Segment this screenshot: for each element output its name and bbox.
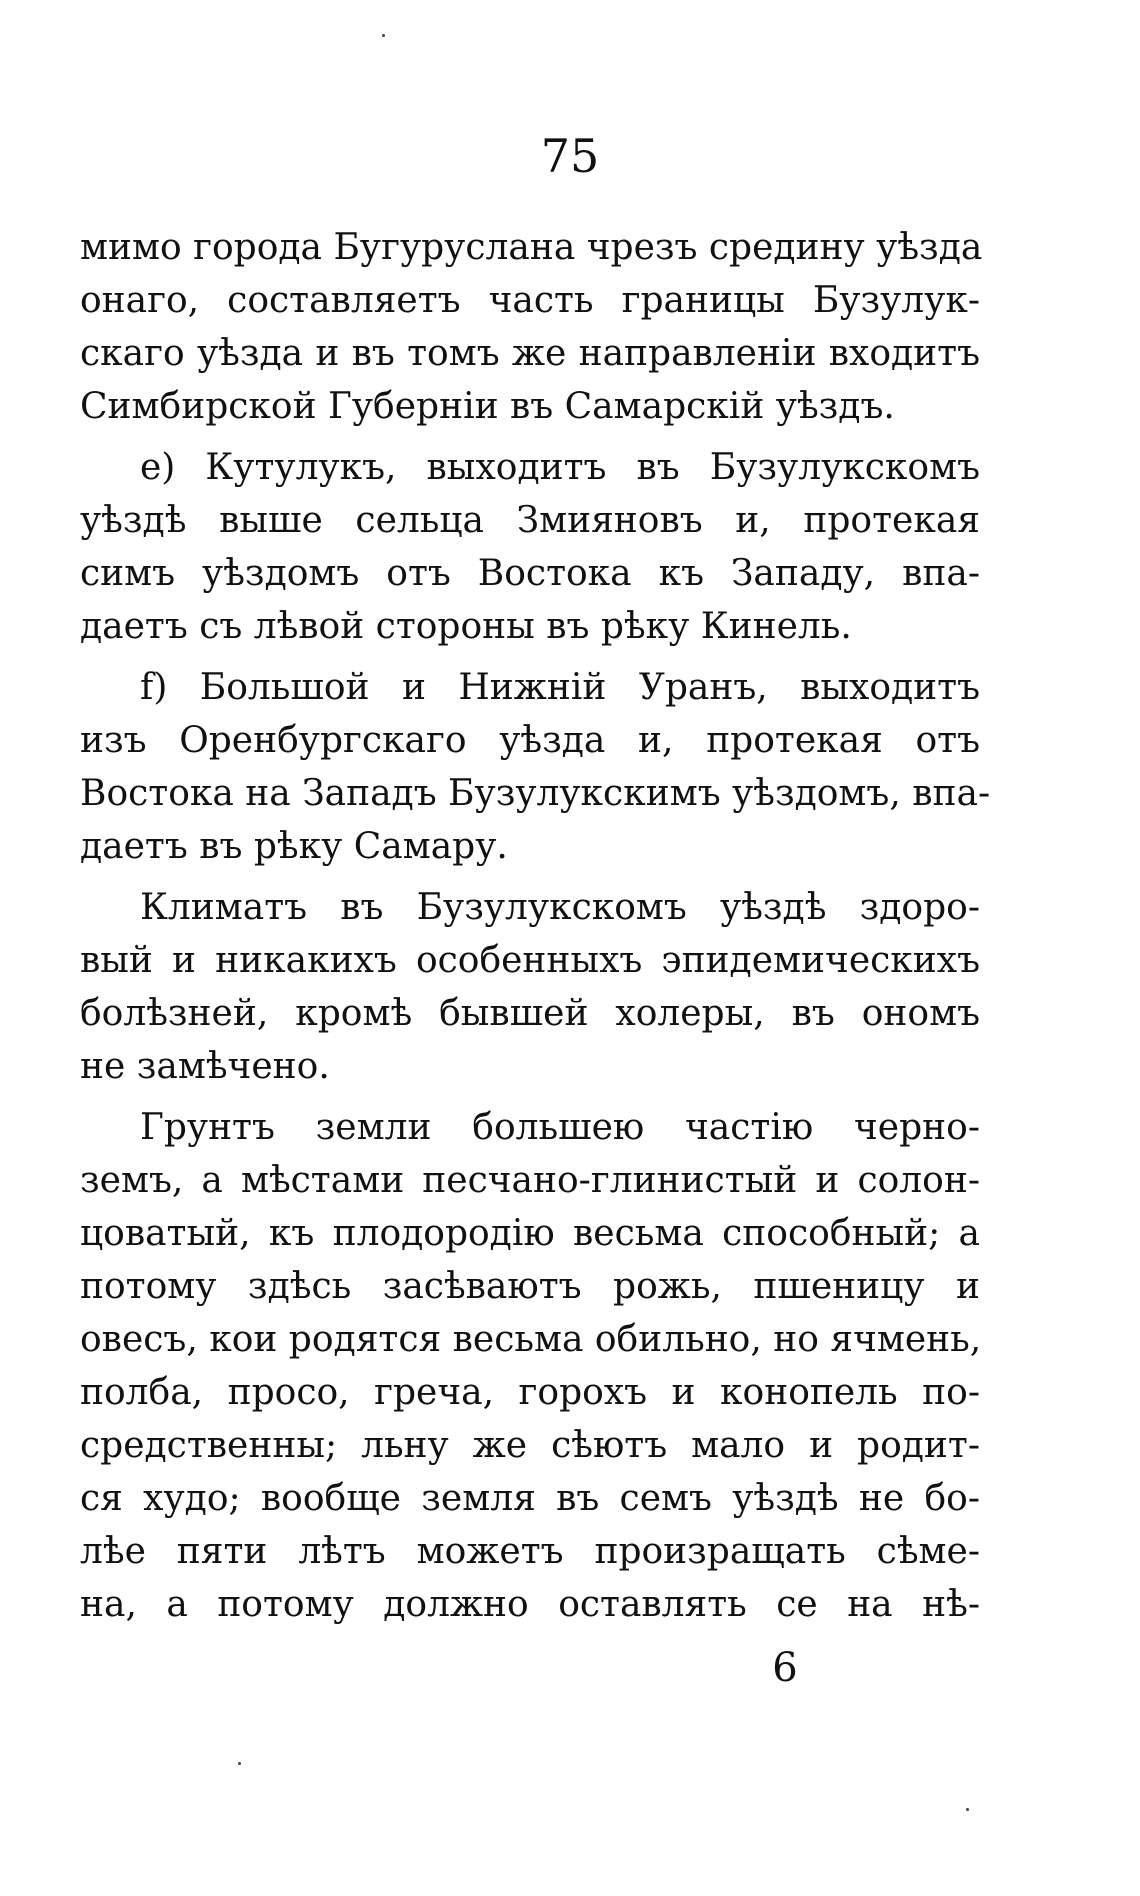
text-line: скаго уѣзда и въ томъ же направленіи входитъ <box>80 333 980 374</box>
text-line: не замѣчено. <box>80 1046 330 1087</box>
text-line: уѣздѣ выше сельца Змияновъ и, протекая <box>80 500 980 541</box>
text-line: симъ уѣздомъ отъ Востока къ Западу, впа- <box>80 553 980 594</box>
text-line: Востока на Западъ Бузулукскимъ уѣздомъ, впа- <box>80 773 991 814</box>
text-line: овесъ, кои родятся весьма обильно, но ячмень, <box>80 1319 982 1360</box>
paper-speck <box>238 1762 241 1765</box>
text-line: болѣзней, кромѣ бывшей холеры, въ ономъ <box>80 993 980 1034</box>
text-line: ся худо; вообще земля въ семъ уѣздѣ не бо- <box>80 1478 980 1519</box>
text-line: средственны; льну же сѣютъ мало и родит- <box>80 1425 980 1466</box>
text-line: изъ Оренбургскаго уѣзда и, протекая отъ <box>80 720 980 761</box>
text-line: Климатъ въ Бузулукскомъ уѣздѣ здоро- <box>140 887 980 928</box>
text-line: лѣе пяти лѣтъ можетъ произращать сѣме- <box>80 1531 980 1572</box>
text-line: онаго, составляетъ часть границы Бузулук- <box>80 280 980 321</box>
text-line: полба, просо, греча, горохъ и конопель по- <box>80 1372 980 1413</box>
text-line: мимо города Бугуруслана чрезъ средину уѣзда <box>80 227 983 268</box>
text-line: Грунтъ земли большею частію черно- <box>140 1107 980 1148</box>
text-line: вый и никакихъ особенныхъ эпидемическихъ <box>80 940 980 981</box>
paper-speck <box>382 34 385 37</box>
page-number: 75 <box>540 129 600 183</box>
text-line: даетъ съ лѣвой стороны въ рѣку Кинель. <box>80 606 852 647</box>
text-line: цоватый, къ плодородію весьма способный; а <box>80 1213 980 1254</box>
paper-speck <box>966 1808 969 1811</box>
text-line: потому здѣсь засѣваютъ рожь, пшеницу и <box>80 1266 980 1307</box>
text-line: даетъ въ рѣку Самару. <box>80 826 508 867</box>
signature-mark: 6 <box>772 1645 798 1691</box>
text-line: e) Кутулукъ, выходитъ въ Бузулукскомъ <box>140 447 980 488</box>
text-line: Симбирской Губерніи въ Самарскій уѣздъ. <box>80 386 895 427</box>
text-line: f) Большой и Нижній Уранъ, выходитъ <box>140 667 980 708</box>
text-line: на, а потому должно оставлять се на нѣ- <box>80 1584 980 1625</box>
text-line: земъ, а мѣстами песчано-глинистый и солон- <box>80 1160 980 1201</box>
